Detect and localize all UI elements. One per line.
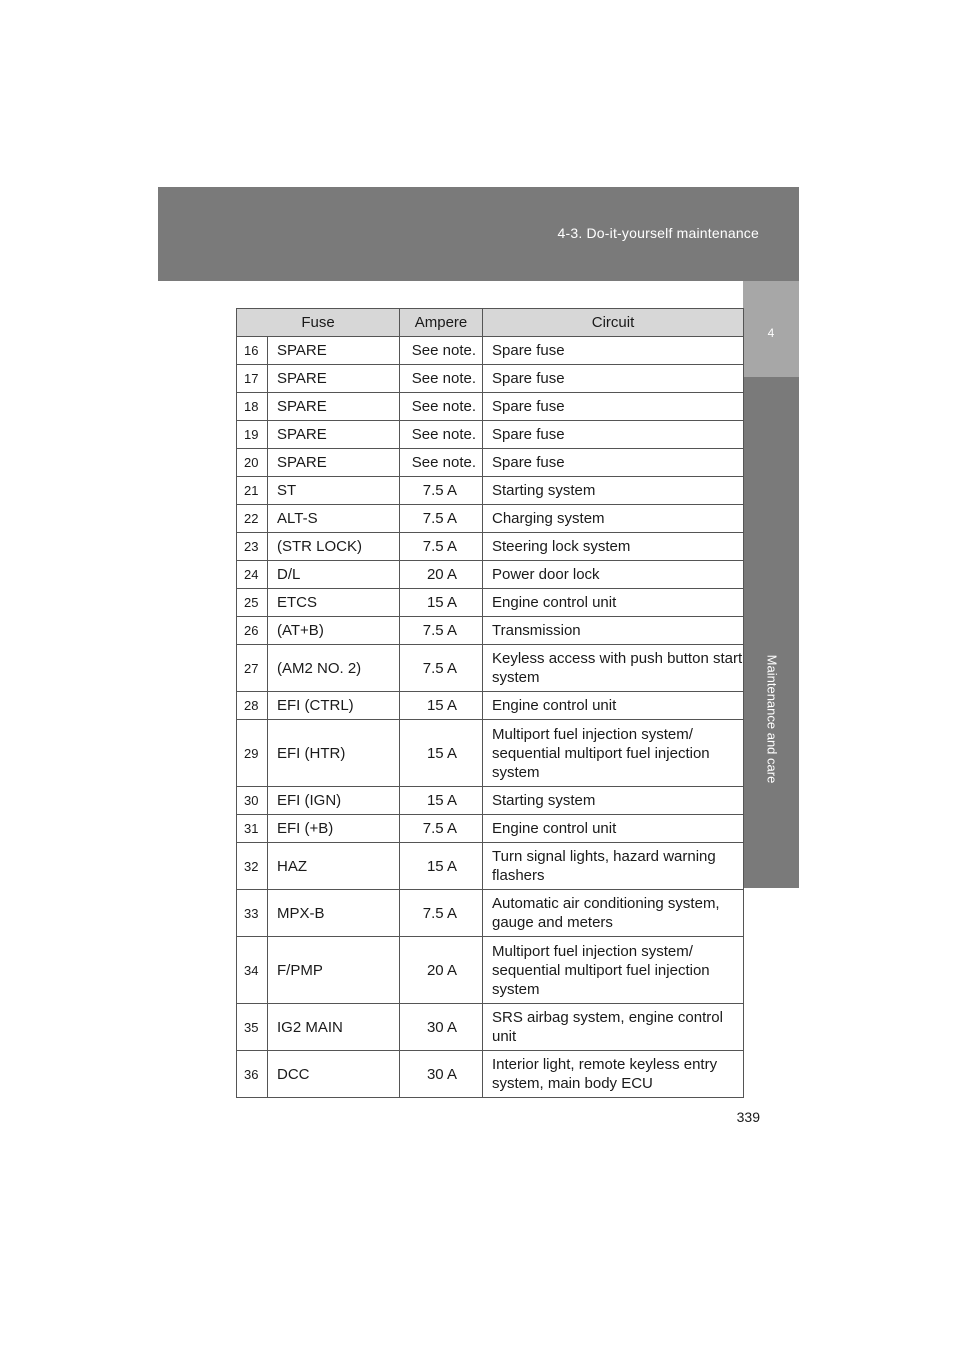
table-row [237, 561, 744, 589]
table-row [237, 533, 744, 561]
table-row [237, 589, 744, 617]
fuse-name: DCC [268, 1051, 400, 1098]
fuse-circuit: Turn signal lights, hazard warning flashers [483, 843, 744, 890]
fuse-ampere: See note. [400, 337, 483, 365]
fuse-circuit: Engine control unit [483, 815, 744, 843]
table-row [237, 337, 744, 365]
fuse-name: EFI (IGN) [268, 787, 400, 815]
fuse-ampere: 30 A [400, 1051, 483, 1098]
table-row [237, 787, 744, 815]
chapter-number-box [743, 281, 799, 377]
chapter-number: 4 [767, 326, 775, 340]
fuse-name: IG2 MAIN [268, 1004, 400, 1051]
table-header-row [237, 309, 744, 337]
fuse-circuit: Interior light, remote keyless entry system, main body ECU [483, 1051, 744, 1098]
table-row [237, 937, 744, 1004]
fuse-number: 22 [237, 505, 268, 533]
fuse-ampere: 15 A [400, 787, 483, 815]
fuse-ampere: 15 A [400, 720, 483, 787]
fuse-number: 36 [237, 1051, 268, 1098]
fuse-number: 33 [237, 890, 268, 937]
fuse-name: SPARE [268, 365, 400, 393]
fuse-name: EFI (+B) [268, 815, 400, 843]
fuse-number: 24 [237, 561, 268, 589]
fuse-name: (AM2 NO. 2) [268, 645, 400, 692]
fuse-name: ETCS [268, 589, 400, 617]
chapter-side-tab [743, 281, 799, 888]
fuse-number: 35 [237, 1004, 268, 1051]
fuse-circuit: Spare fuse [483, 393, 744, 421]
fuse-circuit: Charging system [483, 505, 744, 533]
fuse-name: ALT-S [268, 505, 400, 533]
fuse-ampere: 7.5 A [400, 533, 483, 561]
header-band [158, 187, 799, 281]
table-row [237, 617, 744, 645]
table-row [237, 477, 744, 505]
fuse-circuit: Spare fuse [483, 337, 744, 365]
fuse-number: 18 [237, 393, 268, 421]
table-row [237, 645, 744, 692]
fuse-name: SPARE [268, 449, 400, 477]
fuse-name: SPARE [268, 393, 400, 421]
fuse-circuit: Engine control unit [483, 589, 744, 617]
fuse-name: HAZ [268, 843, 400, 890]
fuse-ampere: 15 A [400, 692, 483, 720]
fuse-name: F/PMP [268, 937, 400, 1004]
fuse-name: MPX-B [268, 890, 400, 937]
fuse-number: 32 [237, 843, 268, 890]
fuse-number: 29 [237, 720, 268, 787]
table-row [237, 1004, 744, 1051]
fuse-name: (AT+B) [268, 617, 400, 645]
fuse-name: (STR LOCK) [268, 533, 400, 561]
fuse-number: 34 [237, 937, 268, 1004]
fuse-number: 27 [237, 645, 268, 692]
page-number: 339 [736, 1109, 760, 1125]
fuse-circuit: Automatic air conditioning system, gauge and meters [483, 890, 744, 937]
fuse-name: SPARE [268, 421, 400, 449]
fuse-ampere: See note. [400, 449, 483, 477]
fuse-ampere: 7.5 A [400, 645, 483, 692]
table-row [237, 890, 744, 937]
fuse-number: 21 [237, 477, 268, 505]
fuse-circuit: SRS airbag system, engine control unit [483, 1004, 744, 1051]
table-row [237, 393, 744, 421]
table-row [237, 505, 744, 533]
column-header-fuse: Fuse [237, 309, 400, 337]
fuse-circuit: Multiport fuel injection system/ sequential multiport fuel injection system [483, 720, 744, 787]
table-row [237, 365, 744, 393]
table-row [237, 815, 744, 843]
fuse-number: 25 [237, 589, 268, 617]
fuse-name: D/L [268, 561, 400, 589]
fuse-ampere: See note. [400, 365, 483, 393]
fuse-ampere: 20 A [400, 937, 483, 1004]
fuse-ampere: 7.5 A [400, 617, 483, 645]
fuse-circuit: Starting system [483, 787, 744, 815]
fuse-circuit: Keyless access with push button start system [483, 645, 744, 692]
fuse-number: 16 [237, 337, 268, 365]
fuse-ampere: 7.5 A [400, 477, 483, 505]
fuse-ampere: 15 A [400, 589, 483, 617]
fuse-ampere: See note. [400, 393, 483, 421]
table-row [237, 1051, 744, 1098]
column-header-ampere: Ampere [400, 309, 483, 337]
fuse-ampere: 7.5 A [400, 505, 483, 533]
fuse-ampere: 30 A [400, 1004, 483, 1051]
fuse-number: 31 [237, 815, 268, 843]
fuse-number: 23 [237, 533, 268, 561]
fuse-name: SPARE [268, 337, 400, 365]
fuse-circuit: Power door lock [483, 561, 744, 589]
fuse-number: 28 [237, 692, 268, 720]
fuse-circuit: Spare fuse [483, 365, 744, 393]
fuse-name: ST [268, 477, 400, 505]
section-title: 4-3. Do-it-yourself maintenance [557, 225, 759, 241]
fuse-circuit: Multiport fuel injection system/ sequential multiport fuel injection system [483, 937, 744, 1004]
column-header-circuit: Circuit [483, 309, 744, 337]
fuse-number: 30 [237, 787, 268, 815]
chapter-title: Maintenance and care [764, 654, 780, 784]
table-row [237, 720, 744, 787]
fuse-circuit: Steering lock system [483, 533, 744, 561]
fuse-name: EFI (HTR) [268, 720, 400, 787]
fuse-circuit: Spare fuse [483, 449, 744, 477]
fuse-circuit: Starting system [483, 477, 744, 505]
fuse-ampere: See note. [400, 421, 483, 449]
fuse-ampere: 15 A [400, 843, 483, 890]
fuse-circuit: Spare fuse [483, 421, 744, 449]
table-row [237, 421, 744, 449]
fuse-ampere: 20 A [400, 561, 483, 589]
table-row [237, 692, 744, 720]
fuse-number: 17 [237, 365, 268, 393]
fuse-ampere: 7.5 A [400, 890, 483, 937]
fuse-number: 26 [237, 617, 268, 645]
fuse-number: 20 [237, 449, 268, 477]
fuse-ampere: 7.5 A [400, 815, 483, 843]
fuse-circuit: Transmission [483, 617, 744, 645]
table-row [237, 843, 744, 890]
table-row [237, 449, 744, 477]
fuse-table [236, 308, 744, 1098]
fuse-circuit: Engine control unit [483, 692, 744, 720]
fuse-name: EFI (CTRL) [268, 692, 400, 720]
fuse-number: 19 [237, 421, 268, 449]
